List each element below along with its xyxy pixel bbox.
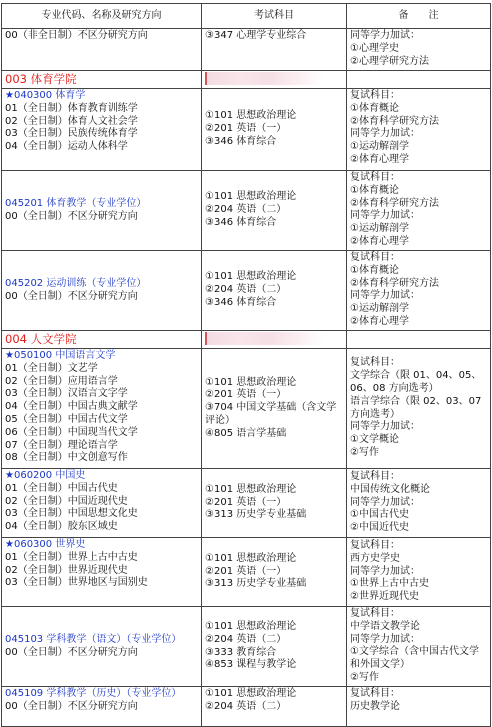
program-heading: 045201 体育教学（专业学位） (5, 197, 147, 209)
table-header-row (2, 4, 491, 29)
program-directions: 00（全日制）不区分研究方向 (5, 210, 138, 222)
table-row (2, 251, 491, 331)
notes-cell: 复试科目： 中国传统文化概论 同等学力加试： ①中国古代史 ②中国近代史 (347, 469, 491, 538)
program-cell: 00（非全日制）不区分研究方向 (2, 29, 202, 71)
table-row (2, 469, 491, 538)
notes-cell: 复试科目： 中学语文教学论 同等学力加试： ①文学综合（含中国古代文学和外国文学） ②写作 (347, 607, 491, 687)
table-row (2, 29, 491, 71)
section-title: 003 体育学院 (2, 71, 202, 89)
program-cell (2, 171, 202, 251)
program-cell (2, 469, 202, 538)
notes-cell: 同等学力加试： ①心理学史 ②心理学研究方法 (347, 29, 491, 71)
program-cell (2, 607, 202, 687)
table-row (2, 171, 491, 251)
exam-cell: ①101 思想政治理论 ②204 英语（二） ③346 体育综合 (202, 171, 347, 251)
program-heading: ★060200 中国史 (5, 470, 86, 481)
program-cell (2, 349, 202, 469)
program-directions: 01（全日制）文艺学 02（全日制）应用语言学 03（全日制）汉语言文字学 04（全日制）中国古典文献学 05（全日制）中国古代文学 06（全日制）中国现当代文学 07（全日制）理论语言学 08（全日制）中文创意写作 (5, 362, 138, 464)
section-row (2, 331, 491, 349)
notes-cell: 复试科目： 文学综合（限 01、04、05、06、08 方向选考） 语言学综合（限 02、03、07 方向选考） 同等学力加试： ①文学概论 ②写作 (347, 349, 491, 469)
table-row (2, 89, 491, 171)
program-directions: 00（全日制）不区分研究方向 (5, 290, 138, 302)
exam-cell: ①101 思想政治理论 ②204 英语（二） ③346 体育综合 (202, 251, 347, 331)
exam-cell: ①101 思想政治理论 ②201 英语（一） ③704 中国文学基础（含文学评论） ④805 语言学基础 (202, 349, 347, 469)
program-directions: 00（全日制）不区分研究方向 (5, 700, 138, 712)
header-notes: 备 注 (347, 4, 491, 29)
program-cell (2, 251, 202, 331)
program-heading: 045103 学科教学（语文）（专业学位） (5, 633, 182, 645)
program-directions: 01（全日制）世界上古中古史 02（全日制）世界近现代史 03（全日制）世界地区与国别史 (5, 551, 148, 589)
section-row (2, 71, 491, 89)
exam-cell: ①101 思想政治理论 ②201 英语（一） ③313 历史学专业基础 (202, 538, 347, 607)
table-row (2, 349, 491, 469)
exam-cell: ①101 思想政治理论 ②201 英语（一） ③346 体育综合 (202, 89, 347, 171)
table-row (2, 538, 491, 607)
redaction-blur (205, 332, 323, 345)
exam-cell: ①101 思想政治理论 ②204 英语（二） (202, 687, 347, 727)
notes-cell: 复试科目： ①体育概论 ②体育科学研究方法 同等学力加试： ①运动解剖学 ②体育心理学 (347, 89, 491, 171)
admissions-table (1, 3, 491, 727)
program-directions: 00（全日制）不区分研究方向 (5, 646, 138, 658)
program-heading: ★040300 体育学 (5, 90, 86, 101)
program-directions: 01（全日制）体育教育训练学 02（全日制）体育人文社会学 03（全日制）民族传统体育学 04（全日制）运动人体科学 (5, 102, 138, 153)
header-exam: 考试科目 (202, 4, 347, 29)
redaction-blur (205, 72, 323, 85)
header-program: 专业代码、名称及研究方向 (2, 4, 202, 29)
notes-cell: 复试科目： ①体育概论 ②体育科学研究方法 同等学力加试： ①运动解剖学 ②体育心理学 (347, 251, 491, 331)
notes-cell: 复试科目： ①体育概论 ②体育科学研究方法 同等学力加试： ①运动解剖学 ②体育心理学 (347, 171, 491, 251)
program-heading: 045109 学科教学（历史）（专业学位） (5, 688, 182, 699)
program-heading: ★050100 中国语言文学 (5, 350, 116, 361)
notes-cell: 复试科目： 西方史学史 同等学力加试： ①世界上古中古史 ②世界近现代史 (347, 538, 491, 607)
redaction-mark (202, 331, 347, 349)
table-row (2, 607, 491, 687)
exam-cell: ③347 心理学专业综合 (202, 29, 347, 71)
program-cell (2, 538, 202, 607)
program-cell (2, 89, 202, 171)
program-heading: ★060300 世界史 (5, 539, 86, 550)
section-title: 004 人文学院 (2, 331, 202, 349)
exam-cell: ①101 思想政治理论 ②204 英语（二） ③333 教育综合 ④853 课程与教学论 (202, 607, 347, 687)
program-heading: 045202 运动训练（专业学位） (5, 277, 147, 289)
notes-cell: 复试科目： 历史教学论 (347, 687, 491, 727)
program-directions: 01（全日制）中国古代史 02（全日制）中国近现代史 03（全日制）中国思想文化史 04（全日制）胶东区域史 (5, 482, 138, 533)
exam-cell: ①101 思想政治理论 ②201 英语（一） ③313 历史学专业基础 (202, 469, 347, 538)
redaction-mark (202, 71, 347, 89)
